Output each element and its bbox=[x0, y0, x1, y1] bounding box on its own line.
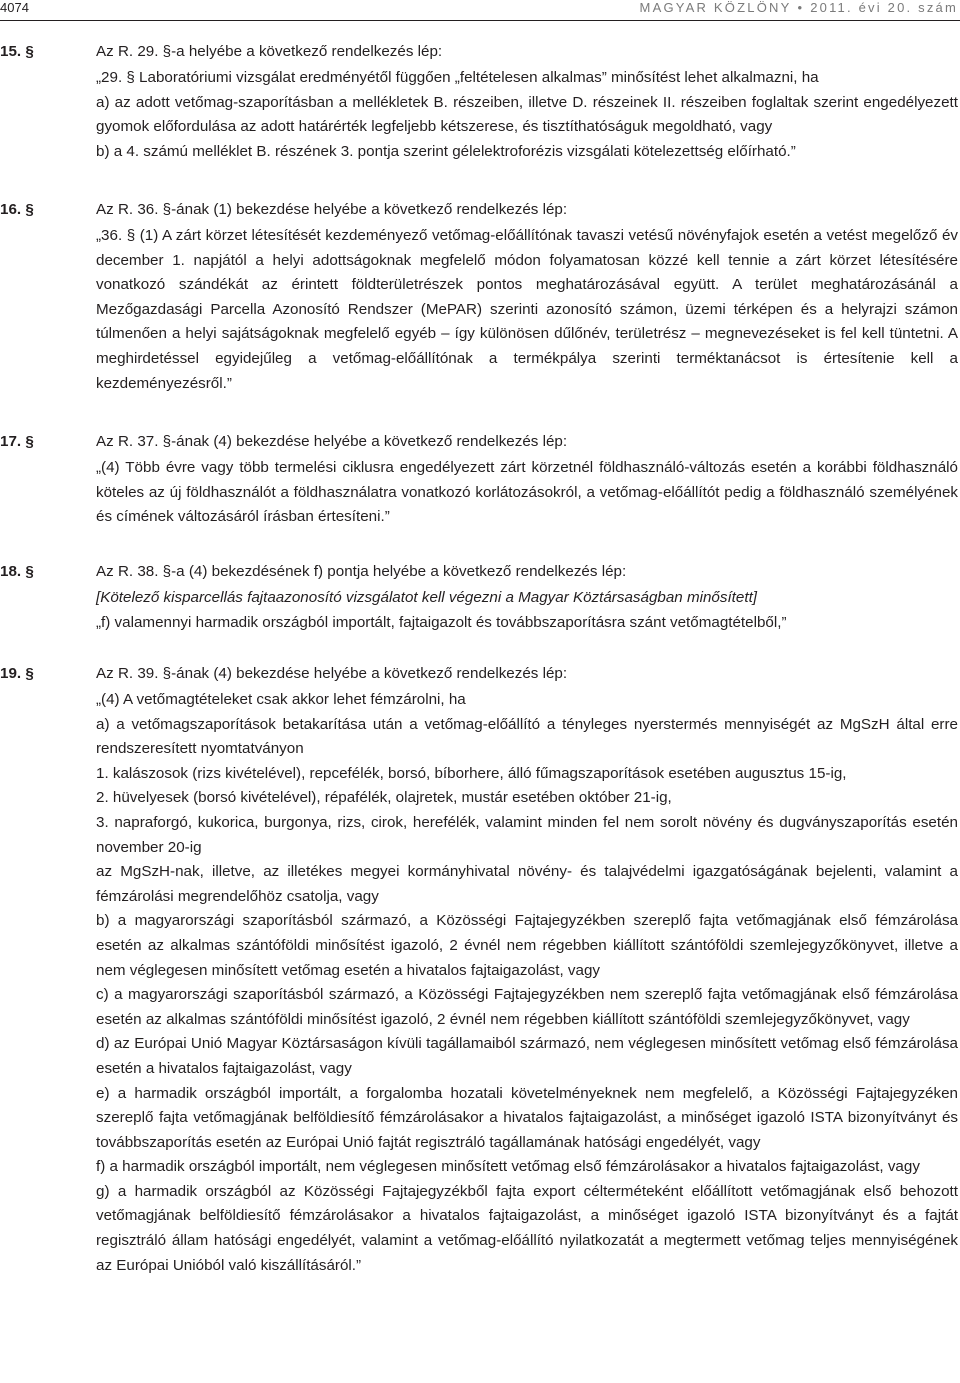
paragraph: „f) valamennyi harmadik országból importált, fajtaigazolt és továbbszaporításra szánt vetőmagtételből,” bbox=[96, 613, 787, 631]
section-number: 16. § bbox=[0, 201, 34, 218]
section-heading: Az R. 37. §-ának (4) bekezdése helyébe a következő rendelkezés lép: bbox=[96, 433, 568, 450]
bullet-separator: • bbox=[797, 0, 805, 15]
section-heading: Az R. 39. §-ának (4) bekezdése helyébe a következő rendelkezés lép: bbox=[96, 665, 568, 682]
page-header bbox=[0, 0, 960, 22]
section-body bbox=[96, 456, 958, 530]
paragraph: „36. § (1) A zárt körzet létesítését kezdeményező vetőmag-előállítónak tavaszi vetésű növényfajok esetén a vetést megelőző év december 1. napjától a helyi adottságoknak megfelelő módon folyamatosan közzé kell tennie a zárt körzet létesítésére vonatkozó szándékát az érintett földterületrészek pontos meghatározásával együtt. A terület meghatározásánál a Mezőgazdasági Parcella Azonosító Rendszer (MePAR) szerinti azonosító számon, üzemi térképen és a helyrajzi számon túlmenően a helyi sajátságoknak megfelelő egyéb – így különösen dűlőnév, területrész – megnevezéseket is fel kell tüntetni. A meghirdetéssel egyidejűleg a vetőmag-előállítónak a termékpálya szerinti terméktanácsot is értesítenie kell a kezdeményezésről.” bbox=[96, 227, 958, 392]
section-heading: Az R. 38. §-a (4) bekezdésének f) pontja helyébe a következő rendelkezés lép: bbox=[96, 563, 627, 580]
paragraph: d) az Európai Unió Magyar Köztársaságon kívüli tagállamaiból származó, nem véglegesen minősített vetőmag első fémzárolása esetén a hivatalos fajtaigazolást, vagy bbox=[96, 1035, 958, 1077]
paragraph: „(4) A vetőmagtételeket csak akkor lehet fémzárolni, ha bbox=[96, 691, 466, 708]
section-body bbox=[96, 688, 958, 1278]
paragraph: g) a harmadik országból az Közösségi Fajtajegyzékből fajta export célterméteként előállított vetőmagjának első behozott vetőmagjának belföldiesítő fémzárolásakor a hivatalos fajtaigazolást, a minőséget igazoló ISTA bizonyítványt és a fajtát regisztráló állam hatósági engedélyét, valamint a vetőmag-előállító nyilatkozatát a megtermett vetőmag teljes mennyiségének az Európai Unióból való kiszállításáról.” bbox=[96, 1182, 958, 1274]
paragraph: f) a harmadik országból importált, nem véglegesen minősített vetőmag első fémzárolásakor a hivatalos fajtaigazolást, vagy bbox=[96, 1158, 920, 1176]
section-heading: Az R. 29. §-a helyébe a következő rendelkezés lép: bbox=[96, 43, 443, 60]
paragraph: b) a magyarországi szaporításból származó, a Közösségi Fajtajegyzékben szereplő fajta vetőmagjának első fémzárolása esetén az alkalmas szántóföldi minősítést igazoló, 2 évnél nem régebben kiállított szántóföldi szemlejegyzőkönyvet, illetve a nem véglegesen minősített vetőmag esetén a hivatalos fajtaigazolást, vagy bbox=[96, 912, 958, 979]
paragraph: c) a magyarországi szaporításból származó, a Közösségi Fajtajegyzékben nem szereplő fajta vetőmagjának első fémzárolása esetén az alkalmas szántóföldi minősítést igazoló, 2 évnél nem régebben kiállított szántóföldi szemlejegyzőkönyvet, vagy bbox=[96, 986, 958, 1028]
paragraph: az MgSzH-nak, illetve, az illetékes megyei kormányhivatal növény- és talajvédelmi igazgatóságának bejelenti, valamint a fémzárolási megrendelőhöz csatolja, vagy bbox=[96, 863, 958, 905]
section-heading: Az R. 36. §-ának (1) bekezdése helyébe a következő rendelkezés lép: bbox=[96, 201, 568, 218]
paragraph: 3. napraforgó, kukorica, burgonya, rizs, cirok, herefélék, valamint minden fel nem sorolt növény és dugványszaporítás esetén november 20-ig bbox=[96, 813, 958, 856]
issue-label: 2011. évi 20. szám bbox=[810, 0, 958, 15]
section-number: 17. § bbox=[0, 433, 34, 450]
paragraph: 1. kalászosok (rizs kivételével), repcefélék, borsó, bíborhere, álló fűmagszaporítások esetében augusztus 15-ig, bbox=[96, 764, 847, 782]
paragraph: „(4) Több évre vagy több termelési ciklusra engedélyezett zárt körzetnél földhasználó-változás esetén a korábbi földhasználó köteles az új földhasználót a földhasználatra vonatkozó korlátozásokról, a vetőmag-előállítót pedig a földhasználó személyének és címének változásáról írásban értesíteni.” bbox=[96, 459, 958, 526]
paragraph: b) a 4. számú melléklet B. részének 3. pontja szerint gélelektroforézis vizsgálati kötelezettség előírható.” bbox=[96, 142, 796, 160]
paragraph: a) az adott vetőmag-szaporításban a mellékletek B. részeiben, illetve D. részeinek II. részeiben foglaltak szerint engedélyezett gyomok előfordulása az adott határérték legfeljebb kétszerese, és tisztíthatóságuk megoldható, vagy bbox=[96, 93, 958, 136]
publication-info bbox=[640, 0, 958, 16]
section-number: 18. § bbox=[0, 563, 34, 580]
paragraph: a) a vetőmagszaporítások betakarítása után a vetőmag-előállító a tényleges nyerstermés mennyiségét az MgSzH által erre rendszeresített nyomtatványon bbox=[96, 715, 958, 758]
section-number: 19. § bbox=[0, 665, 34, 682]
paragraph: „29. § Laboratóriumi vizsgálat eredményétől függően „feltételesen alkalmas” minősítést lehet alkalmazni, ha bbox=[96, 69, 819, 86]
header-rule bbox=[0, 20, 960, 21]
paragraph: 2. hüvelyesek (borsó kivételével), répafélék, olajretek, mustár esetében október 21-ig, bbox=[96, 789, 672, 807]
paragraph: e) a harmadik országból importált, a forgalomba hozatali követelményeknek nem megfelelő, a Közösségi Fajtajegyzéken szereplő fajta vetőmagjának belföldiesítő fémzárolásakor a hivatalos fajtaigazolást, a minőséget igazoló ISTA bizonyítványt és továbbszaporítás esetén az Európai Unió fajtát regisztráló tagállamának hatósági engedélyét, vagy bbox=[96, 1084, 958, 1151]
section-body bbox=[96, 224, 958, 396]
section-number: 15. § bbox=[0, 43, 34, 60]
section-body bbox=[96, 66, 958, 164]
section-body bbox=[96, 586, 958, 635]
italic-note: [Kötelező kisparcellás fajtaazonosító vizsgálatot kell végezni a Magyar Köztársaságban minősített] bbox=[96, 589, 758, 606]
publication-title: MAGYAR KÖZLÖNY bbox=[639, 0, 792, 15]
page-number: 4074 bbox=[0, 0, 29, 15]
